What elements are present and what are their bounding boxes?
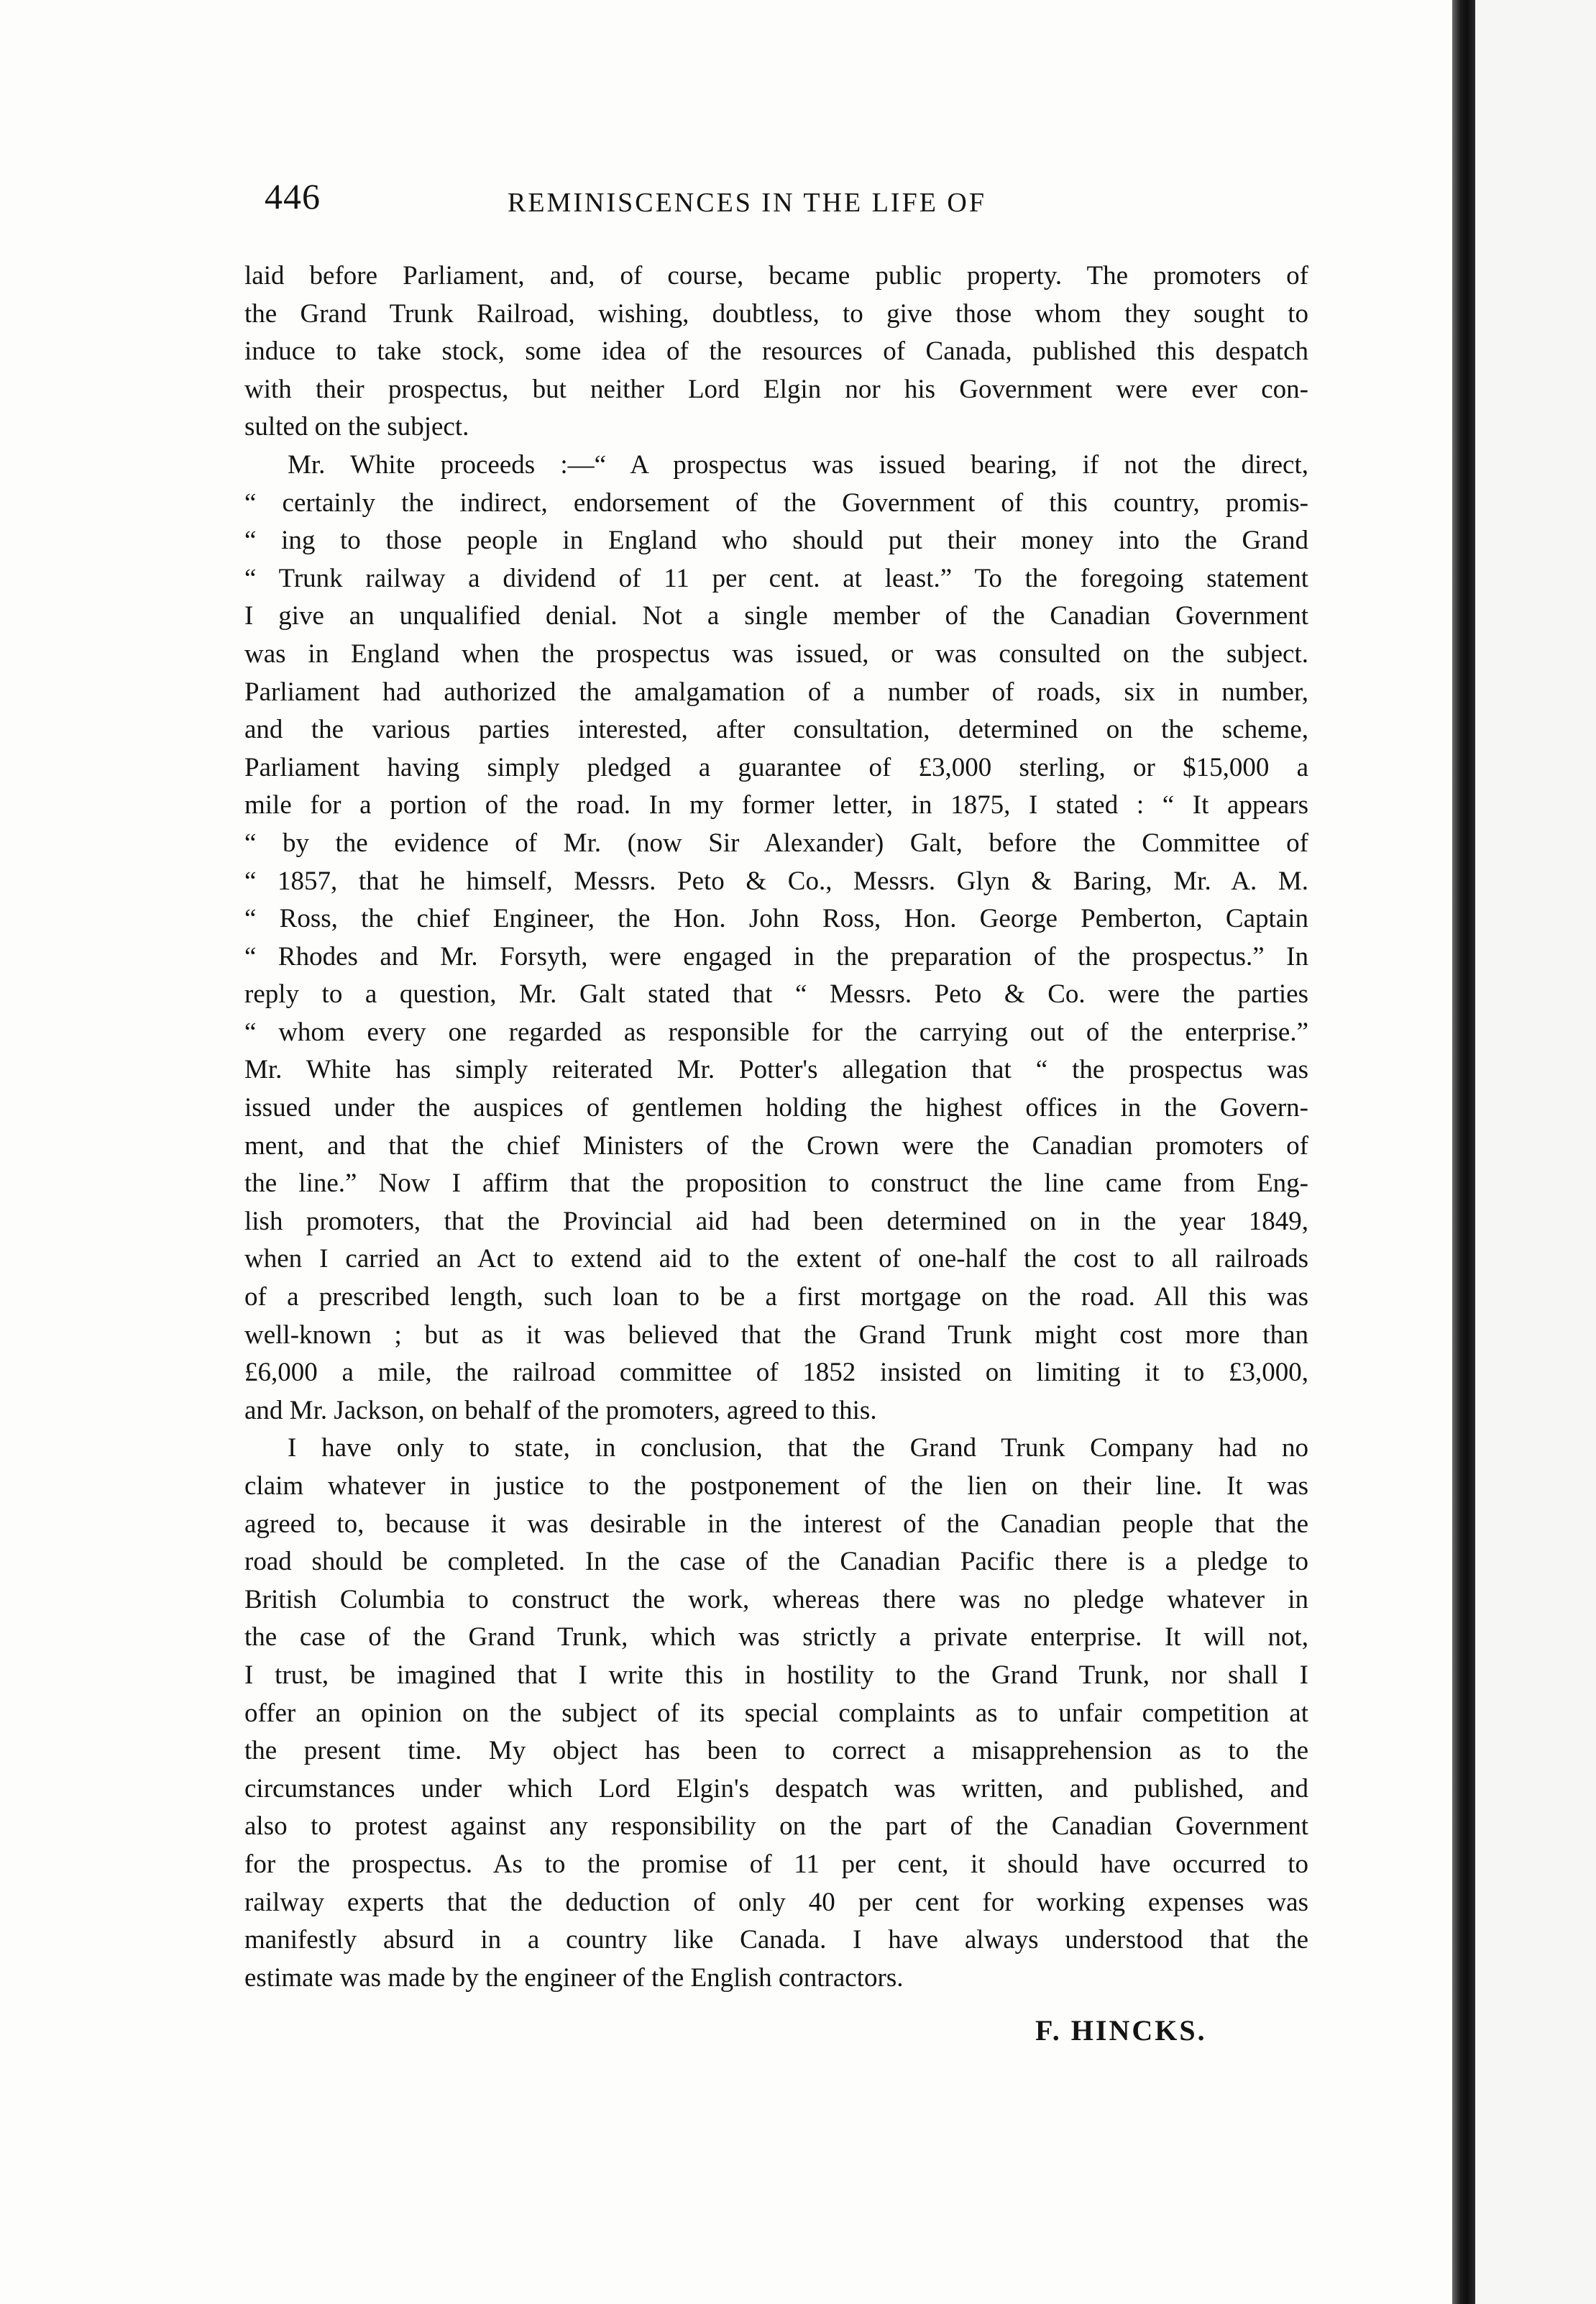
body-text	[244, 257, 1308, 1997]
text-line: was in England when the prospectus was issued, or was consulted on the subject.	[244, 639, 1308, 669]
text-line: and Mr. Jackson, on behalf of the promoters, agreed to this.	[244, 1395, 877, 1425]
text-line: claim whatever in justice to the postponement of the lien on their line. It was	[244, 1471, 1308, 1501]
text-line: mile for a portion of the road. In my former letter, in 1875, I stated : “ It appears	[244, 790, 1308, 820]
text-line: of a prescribed length, such loan to be a first mortgage on the road. All this was	[244, 1282, 1308, 1312]
text-line: ment, and that the chief Ministers of the Crown were the Canadian promoters of	[244, 1130, 1308, 1161]
text-line: estimate was made by the engineer of the English contractors.	[244, 1962, 904, 1993]
text-line: “ whom every one regarded as responsible for the carrying out of the enterprise.”	[244, 1017, 1308, 1047]
page-number: 446	[265, 176, 321, 216]
text-line: British Columbia to construct the work, whereas there was no pledge whatever in	[244, 1584, 1308, 1614]
text-line: sulted on the subject.	[244, 412, 469, 442]
text-line: well-known ; but as it was believed that the Grand Trunk might cost more than	[244, 1320, 1308, 1350]
text-line: road should be completed. In the case of the Canadian Pacific there is a pledge to	[244, 1547, 1308, 1577]
text-line: offer an opinion on the subject of its special complaints as to unfair competition at	[244, 1698, 1308, 1728]
text-line: Parliament had authorized the amalgamation of a number of roads, six in number,	[244, 677, 1308, 707]
text-line: railway experts that the deduction of only 40 per cent for working expenses was	[244, 1887, 1308, 1917]
text-line: “ Trunk railway a dividend of 11 per cent. at least.” To the foregoing statement	[244, 563, 1308, 593]
text-line: “ Rhodes and Mr. Forsyth, were engaged in the preparation of the prospectus.” In	[244, 941, 1308, 972]
author-signature: F. HINCKS.	[1035, 2014, 1207, 2047]
text-line: I trust, be imagined that I write this in hostility to the Grand Trunk, nor shall I	[244, 1660, 1308, 1690]
text-line: laid before Parliament, and, of course, became public property. The promoters of	[244, 261, 1308, 291]
text-line: also to protest against any responsibility on the part of the Canadian Government	[244, 1811, 1308, 1842]
book-binding-edge	[1452, 0, 1475, 2304]
text-line: “ ing to those people in England who should put their money into the Grand	[244, 526, 1308, 556]
text-line: circumstances under which Lord Elgin's despatch was written, and published, and	[244, 1773, 1308, 1804]
text-line: “ Ross, the chief Engineer, the Hon. John Ross, Hon. George Pemberton, Captain	[244, 904, 1308, 934]
text-line: for the prospectus. As to the promise of 11 per cent, it should have occurred to	[244, 1849, 1308, 1879]
text-line: induce to take stock, some idea of the resources of Canada, published this despatch	[244, 337, 1308, 367]
text-line: “ certainly the indirect, endorsement of the Government of this country, promis-	[244, 488, 1308, 518]
text-line: and the various parties interested, after consultation, determined on the scheme,	[244, 715, 1308, 745]
text-line: Parliament having simply pledged a guarantee of £3,000 sterling, or $15,000 a	[244, 752, 1308, 782]
text-line: the line.” Now I affirm that the proposition to construct the line came from Eng-	[244, 1169, 1308, 1199]
text-line: the present time. My object has been to correct a misapprehension as to the	[244, 1736, 1308, 1766]
text-line: manifestly absurd in a country like Canada. I have always understood that the	[244, 1925, 1308, 1955]
paragraph-start-line: Mr. White proceeds :—“ A prospectus was issued bearing, if not the direct,	[288, 449, 1308, 480]
text-line: the case of the Grand Trunk, which was strictly a private enterprise. It will not,	[244, 1622, 1308, 1652]
text-line: I give an unqualified denial. Not a single member of the Canadian Government	[244, 601, 1308, 631]
text-line: Mr. White has simply reiterated Mr. Potter's allegation that “ the prospectus was	[244, 1055, 1308, 1085]
text-line: “ by the evidence of Mr. (now Sir Alexander) Galt, before the Committee of	[244, 828, 1308, 858]
facing-page-margin	[1475, 0, 1596, 2304]
page-header	[265, 171, 1300, 229]
paragraph-start-line: I have only to state, in conclusion, that the Grand Trunk Company had no	[288, 1433, 1308, 1463]
text-line: £6,000 a mile, the railroad committee of 1852 insisted on limiting it to £3,000,	[244, 1358, 1308, 1388]
text-line: lish promoters, that the Provincial aid had been determined on in the year 1849,	[244, 1206, 1308, 1236]
text-line: the Grand Trunk Railroad, wishing, doubtless, to give those whom they sought to	[244, 298, 1308, 329]
text-line: “ 1857, that he himself, Messrs. Peto & Co., Messrs. Glyn & Baring, Mr. A. M.	[244, 866, 1308, 896]
text-line: with their prospectus, but neither Lord Elgin nor his Government were ever con-	[244, 374, 1308, 404]
text-line: when I carried an Act to extend aid to the extent of one-half the cost to all railroads	[244, 1244, 1308, 1274]
text-line: issued under the auspices of gentlemen holding the highest offices in the Govern-	[244, 1093, 1308, 1123]
running-head: REMINISCENCES IN THE LIFE OF	[508, 188, 986, 218]
text-line: agreed to, because it was desirable in the interest of the Canadian people that the	[244, 1509, 1308, 1539]
text-line: reply to a question, Mr. Galt stated that “ Messrs. Peto & Co. were the parties	[244, 979, 1308, 1010]
